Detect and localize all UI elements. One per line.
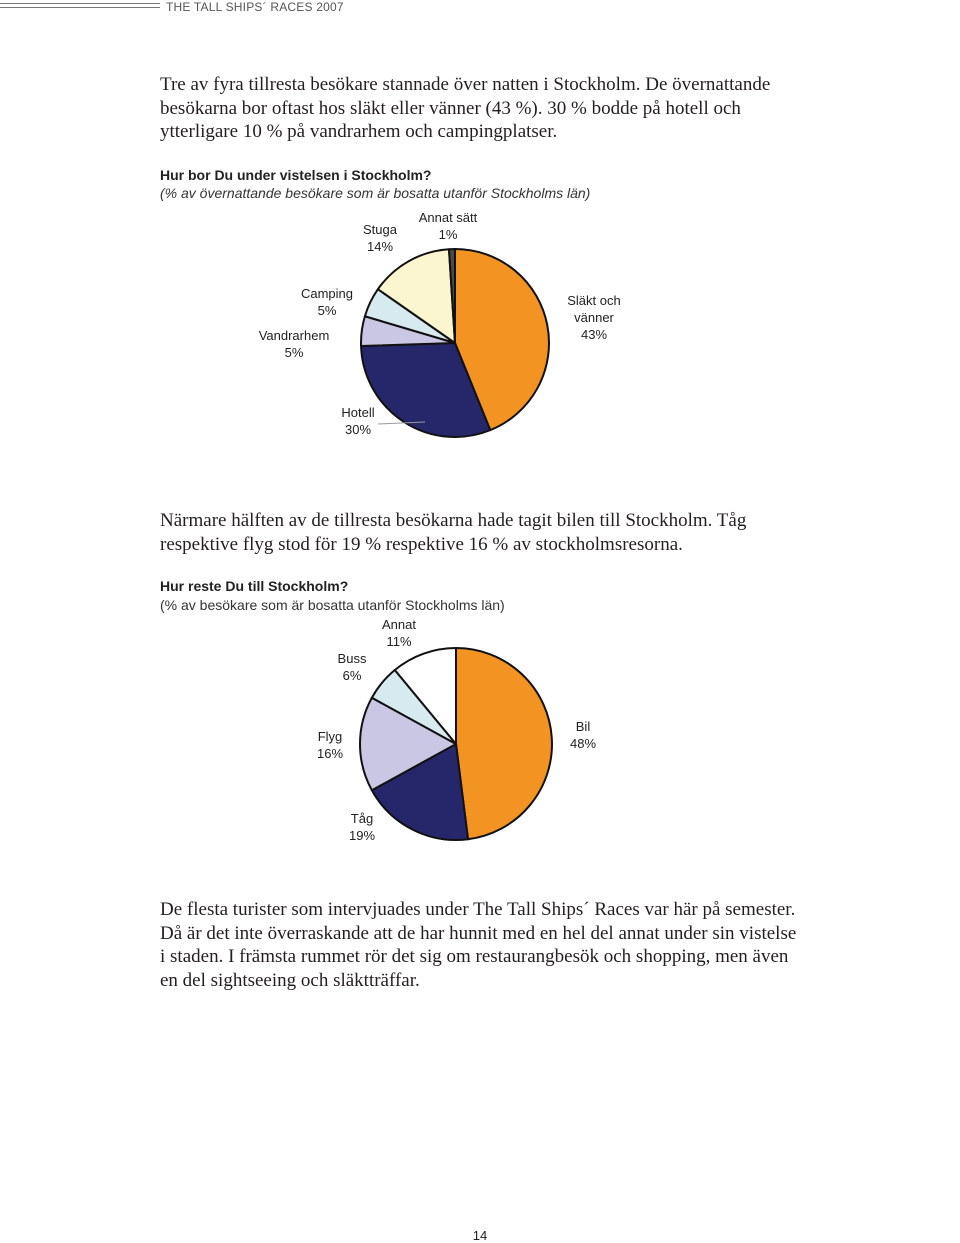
slice-label-buss: Buss [337,651,367,666]
slice-label-bil: Bil [575,719,591,734]
slice-label-flyg: Flyg [317,729,343,744]
header-rule-top [0,3,160,4]
page-number: 14 [472,1228,488,1243]
slice-label-camping: Camping [300,286,354,301]
travel-mode-pie-chart [0,610,960,850]
slice-label-vandrarhem: Vandrarhem [258,328,330,343]
slice-label-annat-satt: Annat sätt [418,210,478,225]
running-header: THE TALL SHIPS´ RACES 2007 [166,0,344,14]
closing-paragraph: De flesta turister som intervjuades under The Tall Ships´ Races var här på semester. Då är det inte överraskande att de har hunnit med en hel del annat under sin vistelse i staden. I främsta rummet rör det sig om restaurangbesök och shopping, men även en del sightseeing och släktträffar. [160,899,797,991]
pie-slice-bil [456,648,552,839]
slice-value-hotell: 30% [344,422,372,437]
slice-label-hotell: Hotell [341,405,375,420]
slice-value-buss: 6% [342,668,362,683]
slice-label-slakt-och-vanner-2: vänner [574,310,614,325]
slice-value-annat: 11% [386,634,412,649]
intro-paragraph: Tre av fyra tillresta besökare stannade över natten i Stockholm. De övernattande besökarna bor oftast hos släkt eller vänner (43 %). 30 % bodde på hotell och ytterligare 10 % på vandrarhem och campingplatser. [160,74,771,142]
slice-value-flyg: 16% [316,746,344,761]
accommodation-pie-chart [0,200,960,460]
slice-label-tag: Tåg [350,811,374,826]
slice-value-camping: 5% [317,303,337,318]
slice-value-bil: 48% [569,736,597,751]
slice-value-tag: 19% [348,828,376,843]
travel-paragraph: Närmare hälften av de tillresta besökarna hade tagit bilen till Stockholm. Tåg respektive flyg stod för 19 % respektive 16 % av stockholmsresorna. [160,510,747,555]
chart2-subtitle: (% av besökare som är bosatta utanför Stockholms län) [160,597,505,613]
slice-value-stuga: 14% [366,239,394,254]
slice-label-stuga: Stuga [363,222,397,237]
chart2-title: Hur reste Du till Stockholm? [160,578,349,594]
slice-value-slakt-och-vanner: 43% [580,327,608,342]
slice-label-annat: Annat [382,617,416,632]
slice-label-slakt-och-vanner-1: Släkt och [567,293,621,308]
chart1-subtitle: (% av övernattande besökare som är bosatta utanför Stockholms län) [160,185,591,201]
chart1-title: Hur bor Du under vistelsen i Stockholm? [160,167,432,183]
slice-value-vandrarhem: 5% [284,345,304,360]
header-rule-bottom [0,7,160,8]
slice-value-annat-satt: 1% [438,227,458,242]
